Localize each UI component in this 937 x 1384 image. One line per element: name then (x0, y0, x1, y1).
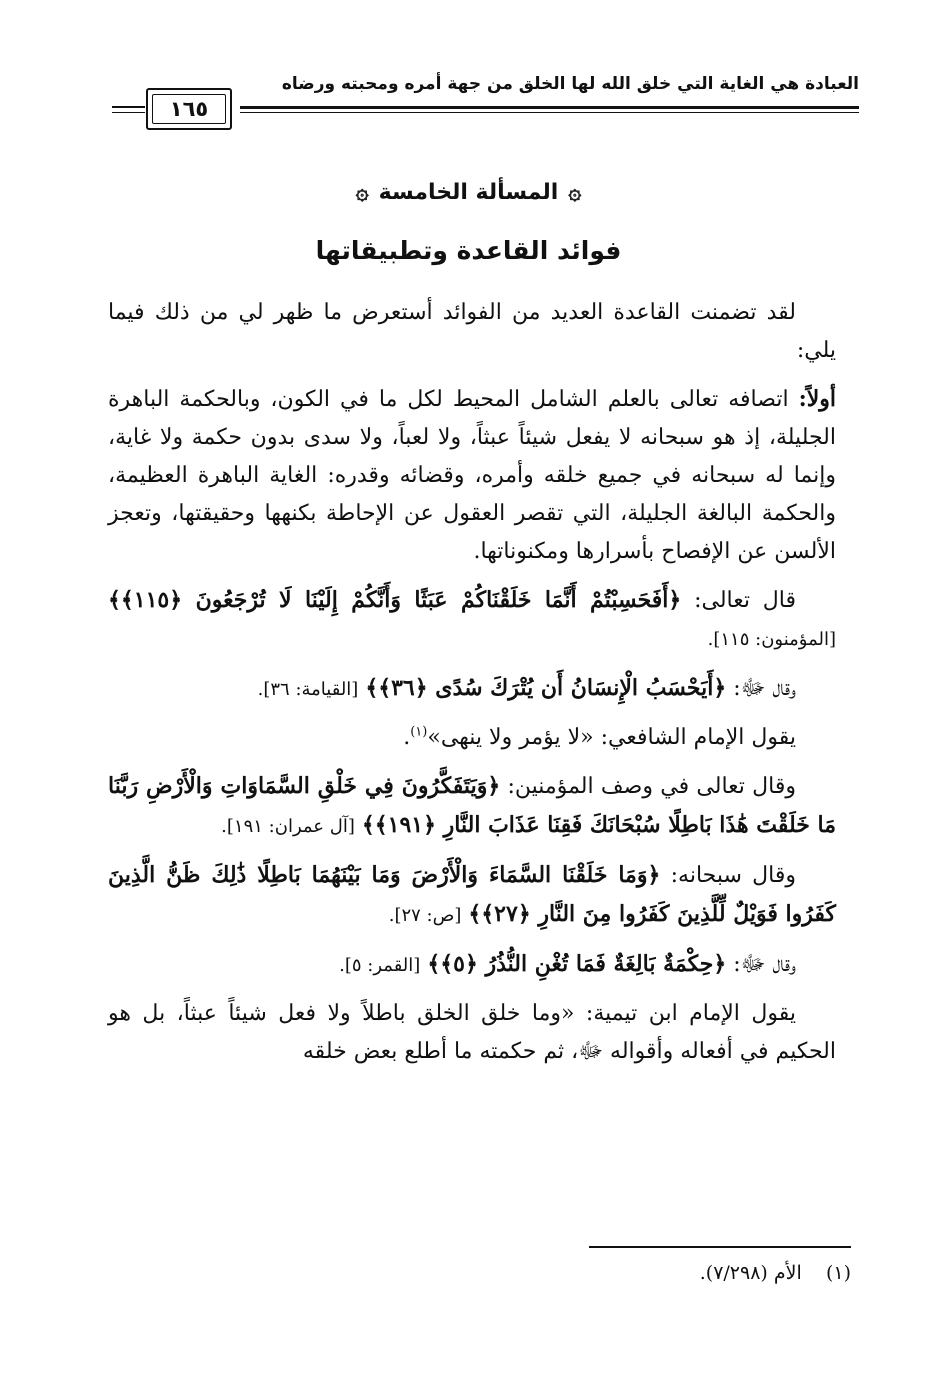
quran-4-intro: وقال سبحانه: (670, 863, 796, 888)
issue-heading-text: المسألة الخامسة (378, 180, 559, 205)
quran-4-reference: [ص: ٢٧]. (388, 905, 462, 926)
paragraph-quran-4 (108, 856, 836, 935)
paragraph-intro: لقد تضمنت القاعدة العديد من الفوائد أستعرض ما ظهر لي من ذلك فيما يلي: (108, 300, 836, 363)
quran-5-reference: [القمر: ٥]. (339, 955, 421, 976)
footnote-number: (١) (825, 1262, 851, 1284)
quran-2-reference: [القيامة: ٣٦]. (257, 679, 359, 700)
section-title: فوائد القاعدة وتطبيقاتها (315, 236, 622, 265)
quran-5-intro: وقال ﷻ: (733, 952, 796, 977)
paragraph-shafii: يقول الإمام الشافعي: «لا يؤمر ولا ينهى»$^{(١)}$. (403, 724, 796, 750)
quran-2-intro: وقال ﷻ: (733, 676, 796, 701)
quran-2-verse: ﴿أَيَحْسَبُ الْإِنسَانُ أَن يُتْرَكَ سُدًى ﴿٣٦﴾﴾ (365, 675, 727, 701)
running-title: العبادة هي الغاية التي خلق الله لها الخلق من جهة أمره ومحبته ورضاه (281, 74, 859, 94)
ornament-star-icon: ۞ (355, 180, 369, 205)
footnote-text: الأم (٧/٢٩٨). (699, 1262, 802, 1284)
paragraph-quran-3 (108, 767, 836, 846)
first-point-lead: أولاً: (798, 386, 836, 412)
quran-5-verse: ﴿حِكْمَةٌ بَالِغَةٌ فَمَا تُغْنِ النُّذُرُ ﴿٥﴾﴾ (427, 951, 727, 977)
page-number: ١٦٥ (169, 97, 209, 121)
quran-1-reference: [المؤمنون: ١١٥]. (707, 629, 836, 650)
issue-heading (0, 180, 937, 205)
quran-3-intro: وقال تعالى في وصف المؤمنين: (507, 774, 796, 799)
paragraph-quran-2 (108, 669, 836, 709)
footnote-marker: (١) (410, 724, 428, 740)
paragraph-first-point (108, 380, 836, 571)
header-rule-thin (240, 112, 859, 113)
page-number-frame (146, 88, 232, 130)
quran-1-intro: قال تعالى: (694, 588, 796, 613)
ornament-star-icon: ۞ (568, 180, 582, 205)
header-rule-left-thin (112, 112, 145, 113)
quran-3-reference: [آل عمران: ١٩١]. (221, 816, 355, 837)
header-rule-thick (240, 106, 859, 109)
first-point-body: اتصافه تعالى بالعلم الشامل المحيط لكل ما في الكون، وبالحكمة الباهرة الجليلة، إذ هو سبحانه لا يفعل شيئاً عبثاً، ولا لعباً، ولا سدى بدون حكمة ولا غاية، وإنما له سبحانه في جميع خلقه وأمره، وقضائه وقدره: الغاية الباهرة العظيمة، والحكمة البالغة الجليلة، التي تقصر العقول عن الإحاطة بكنهها وحقيقتها، وتعجز الألسن عن الإفصاح بأسرارها ومكنوناتها. (108, 387, 836, 564)
footnote (251, 1262, 851, 1284)
paragraph-quran-1 (108, 581, 836, 659)
footnote-separator (589, 1246, 851, 1248)
quran-1-verse: ﴿أَفَحَسِبْتُمْ أَنَّمَا خَلَقْنَاكُمْ عَبَثًا وَأَنَّكُمْ إِلَيْنَا لَا تُرْجَعُونَ ﴿١١٥﴾﴾ (108, 587, 682, 613)
shafii-quote: يقول الإمام الشافعي: «لا يؤمر ولا ينهى» (427, 725, 796, 750)
body-text (108, 294, 836, 1081)
header-rule-left-thick (112, 106, 145, 108)
paragraph-quran-5 (108, 945, 836, 985)
quran-4-verse: ﴿وَمَا خَلَقْنَا السَّمَاءَ وَالْأَرْضَ وَمَا بَيْنَهُمَا بَاطِلًا ذَٰلِكَ ظَنُّ الَّذِينَ كَفَرُوا فَوَيْلٌ لِّلَّذِينَ كَفَرُوا مِنَ النَّارِ ﴿٢٧﴾﴾ (108, 862, 836, 927)
quran-3-verse: ﴿وَيَتَفَكَّرُونَ فِي خَلْقِ السَّمَاوَاتِ وَالْأَرْضِ رَبَّنَا مَا خَلَقْتَ هَٰذَا بَاطِلًا سُبْحَانَكَ فَقِنَا عَذَابَ النَّارِ ﴿١٩١﴾﴾ (108, 773, 836, 838)
paragraph-ibn-taymiyyah: يقول الإمام ابن تيمية: «وما خلق الخلق باطلاً ولا فعل شيئاً عبثاً، بل هو الحكيم في أفعاله وأقواله ﷻ، ثم حكمته ما أطلع بعض خلقه (108, 1001, 836, 1064)
